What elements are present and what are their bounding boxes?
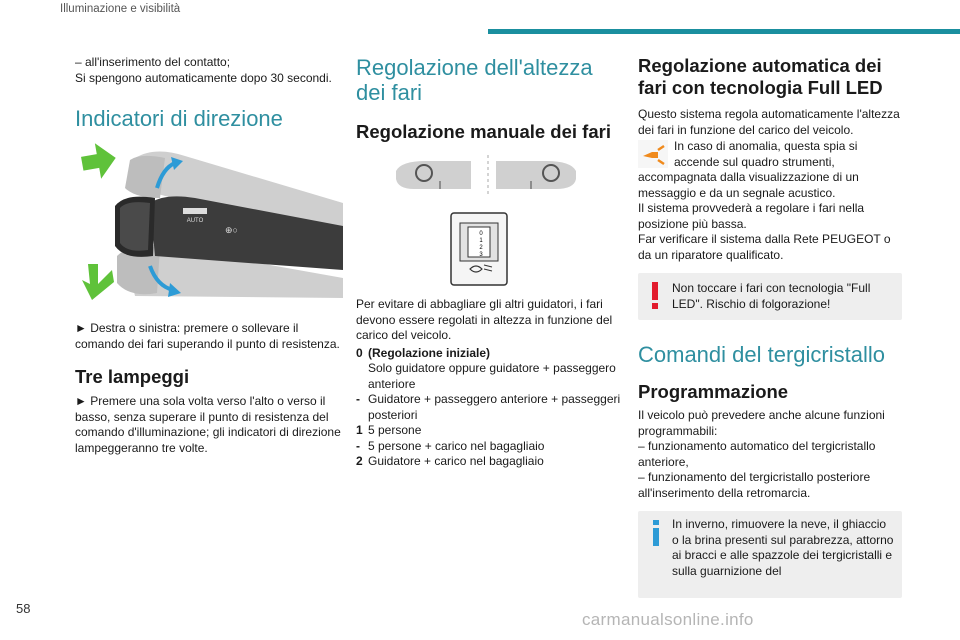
spia-paragraph: [638, 139, 902, 201]
green-arrow-down-left-icon: [78, 260, 118, 304]
beam-symbol: ⊕○: [225, 225, 238, 235]
subsection-title-programmazione: Programmazione: [638, 381, 789, 402]
top-line-2: Si spengono automaticamente dopo 30 secondi.: [75, 70, 332, 85]
warning-text: Non toccare i fari con tecnologia "Full LED". Rischio di folgorazione!: [672, 281, 871, 311]
auto-p1: Questo sistema regola automaticamente l'altezza dei fari in funzione del carico del veicolo.: [638, 107, 900, 137]
subsection-title-regolazione-manuale: Regolazione manuale dei fari: [356, 121, 611, 142]
wheel-pos-0: 0: [479, 231, 483, 237]
wheel-pos-3: 3: [479, 252, 483, 258]
three-flash-text: ► Premere una sola volta verso l'alto o verso il basso, senza superare il punto di resistenza del comando d'illuminazione; gli indicatori di direzione lampeggeranno tre volte.: [75, 394, 341, 455]
exclamation-warning-icon: [646, 280, 666, 310]
section-title-tergicristallo: Comandi del tergicristallo: [638, 342, 885, 367]
column-2: [356, 55, 622, 470]
list-item: 1 5 persone: [356, 423, 422, 437]
info-text: In inverno, rimuovere la neve, il ghiaccio o la brina presenti sul parabrezza, attorno ai bracci e alle spazzole dei tergicristalli e sulla guarnizione del: [672, 517, 894, 578]
car-silhouette-right: [496, 161, 576, 189]
car-silhouette-left: [396, 161, 471, 189]
section-title-regolazione-altezza: Regolazione dell'altezza dei fari: [356, 55, 593, 105]
stalk-figure: [75, 148, 343, 308]
auto-p2-first: In caso di anomalia, questa spia si accende sul quadro strumenti,: [674, 139, 858, 169]
wheel-pos-1: 1: [479, 238, 483, 244]
auto-marker: [183, 208, 207, 214]
section-title-indicatori: Indicatori di direzione: [75, 106, 283, 131]
info-box: [638, 511, 902, 598]
header-accent-bar: [488, 29, 960, 34]
headlamp-illustration: [356, 151, 622, 286]
column-1: [75, 55, 343, 456]
direction-text: ► Destra o sinistra: premere o sollevare il comando dei fari superando il punto di resistenza.: [75, 321, 340, 351]
prog-item-1: – funzionamento automatico del tergicristallo anteriore,: [638, 439, 876, 469]
header-title: Illuminazione e visibilità: [60, 3, 181, 15]
headlamp-figure: [356, 151, 622, 286]
section-title-regolazione-automatica: Regolazione automatica dei fari con tecnologia Full LED: [638, 55, 883, 98]
prog-item-2: – funzionamento del tergicristallo posteriore all'inserimento della retromarcia.: [638, 470, 871, 500]
list-item: - 5 persone + carico nel bagagliaio: [356, 438, 545, 453]
list-item: 0 (Regolazione iniziale): [356, 345, 491, 360]
column-3: [638, 55, 902, 598]
info-icon: [646, 518, 666, 548]
headlamp-intro: Per evitare di abbagliare gli altri guidatori, i fari devono essere regolati in altezza in funzione del carico del veicolo.: [356, 297, 613, 342]
headlamp-warning-light-icon: [638, 140, 668, 168]
auto-p2-rest: accompagnata dalla visualizzazione di un messaggio e da un segnale acustico.: [638, 170, 859, 200]
subsection-title-tre-lampeggi: Tre lampeggi: [75, 366, 190, 387]
top-line-1: – all'inserimento del contatto;: [75, 55, 231, 69]
wheel-pos-2: 2: [479, 245, 483, 251]
list-item: - Guidatore + passeggero anteriore + passeggeri posteriori: [356, 392, 621, 422]
warning-box: [638, 273, 902, 320]
list-item: 2 Guidatore + carico nel bagagliaio: [356, 454, 544, 468]
load-list: [356, 346, 622, 470]
page-number: 58: [16, 601, 31, 616]
auto-label: AUTO: [186, 218, 204, 224]
watermark: carmanualsonline.info: [582, 610, 754, 629]
list-item: Solo guidatore oppure guidatore + passeggero anteriore: [368, 361, 616, 391]
auto-p4: Far verificare il sistema dalla Rete PEUGEOT o da un riparatore qualificato.: [638, 232, 891, 262]
prog-intro: Il veicolo può prevedere anche alcune funzioni programmabili:: [638, 408, 885, 438]
auto-p3: Il sistema provvederà a regolare i fari nella posizione più bassa.: [638, 201, 865, 231]
green-arrow-right-icon: [78, 140, 118, 182]
